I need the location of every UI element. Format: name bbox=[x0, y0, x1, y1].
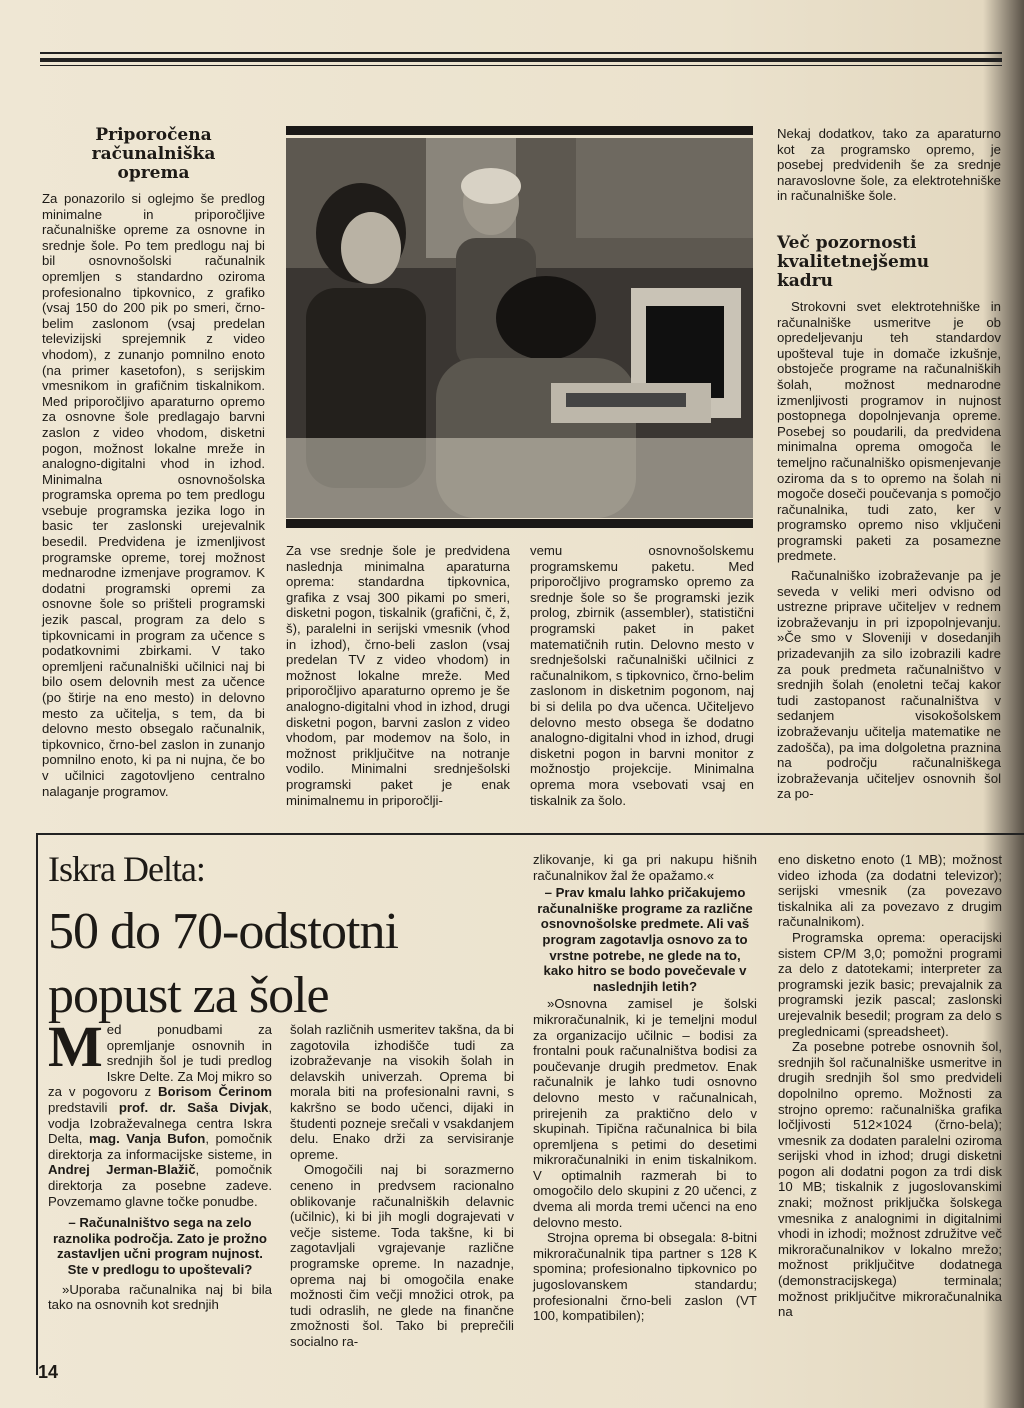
article2-column1-paragraph1 bbox=[48, 1014, 272, 1209]
section-heading-recommended-equipment: Priporočena računalniška oprema bbox=[91, 125, 216, 183]
classroom-photo-illustration bbox=[286, 138, 753, 518]
article1-column2-text: Za vse srednje šole je predvidena naslednja minimalna aparaturna oprema: standardna tipkovnica, grafika z vsaj 300 pikami po smeri, disketni pogon, tiskalnik (grafični, č, ž, š), paralelni in serijski vmesnik (vhod in izhod), črno-beli zaslon (vsaj predelan TV z video vhodom) in možnost lokalne mreže. Med priporočljivo aparaturno opremo je še analogno-digitalni vhod in izhod, drugi disketni pogon, barvni zaslon z video vhodom, par modemov na šolo, in možnost priključitve na notranje vodilo. Minimalni srednješolski programski paket je enak minimalnemu in priporočlji- bbox=[286, 543, 510, 808]
top-rule-thick bbox=[40, 58, 1002, 62]
top-rule-thin bbox=[40, 65, 1002, 66]
article2-headline: 50 do 70-odstotni popust za šole bbox=[48, 903, 398, 1024]
person-name: prof. dr. Saša Divjak bbox=[118, 1099, 269, 1115]
article2-column1-paragraph2: »Uporaba računalnika naj bi bila tako na osnovnih kot srednjih bbox=[48, 1281, 272, 1313]
text-run: , vodja Izobraževalnega centra Iskra Delta, bbox=[48, 1099, 272, 1147]
text-run: , pomočnik direktorja za informacijske sisteme, in bbox=[48, 1131, 272, 1162]
article2-column2-paragraph2: Omogočili naj bi sorazmerno ceneno in predvsem racionalno oblikovanje računalniških delavnic (učilnic), ki bi jih mogli dograjevati v večje sisteme. Toda takšne, ki bi zagotavljali vgrajevanje različne programske opreme. In nazadnje, oprema naj bi omogočila enake možnosti čim večji množici otrok, pa tudi odraslih, ne glede na finančne zmožnosti šol. Tako bi preprečili socialno ra- bbox=[290, 1162, 514, 1349]
dropcap: M bbox=[48, 1014, 103, 1079]
article1-column3-text: vemu osnovnošolskemu programskemu paketu. Med priporočljivo programsko opremo za srednje šole so še programski jezik prolog, zbirnik (assembler), statistični programski paket in paket matematičnih rutin. Delovno mesto v srednješolski računalniški učilnici z računalnikom, s tipkovnico, črno-belim zaslonom in disketnim pogonom, naj bi si delila po dva učenca. Učiteljevo delovno mesto obsega še dodatno analogno-digitalni vhod in izhod, drugi disketni pogon in barvni monitor z možnostjo projekcije. Minimalna oprema mora vsebovati vsaj en tiskalnik za šolo. bbox=[530, 543, 754, 808]
article2-column2-paragraph1: šolah različnih usmeritev takšna, da bi zagotovila izhodišče tudi za izobraževanje na visokih šolah in delavskih univerzah. Oprema bi morala biti na profesionalni ravni, s kakršno se bodo učenci, dijaki in študenti pozneje srečali v vsakdanjem delu. Enako drži za servisiranje opreme. bbox=[290, 1022, 514, 1162]
top-rule bbox=[40, 52, 1002, 54]
article2-question2: – Prav kmalu lahko pričakujemo računalniške programe za različne osnovnošolske predmete. Ali vaš program zagotavlja osnovo za to vrstne potrebe, ne glede na to, kako hitro se bodo povečevale v naslednjih letih? bbox=[537, 885, 753, 994]
text-run: ed ponudbami za opremljanje osnovnih in srednjih šol je tudi predlog Iskre Delte. Za Moj mikro so za v pogovoru z bbox=[48, 1022, 272, 1100]
article2-column4-paragraph2: Programska oprema: operacijski sistem CP/M 3,0; pomožni programi za delo z datotekami; interpreter za programski jezik basic; prevajalnik za programski jezik pascal; zaslonski urejevalnik besedil; program za delo s preglednicami (spreadsheet). bbox=[778, 929, 1002, 1039]
article1-column4-paragraph1: Strokovni svet elektrotehniške in računalniške usmeritve je ob opredeljevanju teh standardov upošteval tuje in domače izkušnje, obstoječe programe na računalniških šolah, možnost mednarodne izmenljivosti programov in nujnost postopnega dopolnjevanja opreme. Posebej so poudarili, da predvidena minimalna oprema omogoča le temeljno računalniško opismenjevanje oziroma da s to opremo na šolah ni mogoče doseči poučevanja s pomočjo računalnika, tudi zato, ker v programsko opremo niso vključeni programski paketi za posamezne predmete. bbox=[777, 298, 1001, 564]
article2-column3-paragraph3: Strojna oprema bi obsegala: 8-bitni mikroračunalnik tipa partner s 128 K spomina; profesionalno tipkovnico po jugoslovanskem standardu; profesionalni črno-beli zaslon (VT 100, kompatibilen); bbox=[533, 1230, 757, 1324]
person-name: Andrej Jerman-Blažič bbox=[48, 1162, 196, 1178]
article2-column3 bbox=[533, 852, 757, 1324]
article2-kicker: Iskra Delta: bbox=[48, 849, 205, 889]
article1-column2 bbox=[286, 543, 510, 808]
article2-column1 bbox=[48, 1014, 272, 1313]
article1-column1-text: Za ponazorilo si oglejmo še predlog minimalne in priporočljive računalniške opreme za osnovne in srednje šole. Po tem predlogu naj bi bil osnovnošolski računalnik opremljen s standardno oziroma profesionalno tipkovnico, z grafiko (vsaj 150 do 200 pik po smeri, črno-belim zaslonom (vsaj predelan televizijski sprejemnik z video vhodom), z zunanjo pomnilno enoto (na primer kasetofon), s serijskim vmesnikom in grafičnim tiskalnikom. Med priporočljivo aparaturno opremo za osnovne šole predlagajo barvni zaslon z video vhodom, disketni pogon, možnost lokalne mreže in analogno-digitalni vhod in izhod. Minimalna osnovnošolska programska oprema po tem predlogu vsebuje programska jezika logo in basic ter zaslonski urejevalnik besedil. Predvidena je izmenljivost programske opreme, torej možnost mednarodne izmenjave programov. K dodatni programski opremi za osnovne šole so prišteli programski jezik pascal, program za delo s tipkovnicami in program za učence s podatkovnimi zbirkami. V tako opremljeni računalniški učilnici naj bi bilo osem delovnih mest za učence (po štirje na eno mesto) in delovno mesto za učitelja, s tem, da bi delovno mesto obsegalo računalnik, tipkovnico, črno-bel zaslon in zunanjo pomnilno enoto, ki pa ni nujna, če bo v učilnici zagotovljeno centralno nalaganje programov. bbox=[42, 191, 265, 799]
article1-column4-intro: Nekaj dodatkov, tako za aparaturno kot za programsko opremo, je posebej predvidenih še za srednje naravoslovne šole, za elektrotehniške in računalniške šole. bbox=[777, 126, 1001, 204]
article2-column4 bbox=[778, 852, 1002, 1320]
article1-column3 bbox=[530, 543, 754, 808]
classroom-photo bbox=[286, 138, 753, 518]
article1-column4-paragraph2: Računalniško izobraževanje pa je seveda v veliki meri odvisno od ustrezne priprave učiteljev v rednem izobraževanju in pri izpopolnjevanju. »Če smo v Sloveniji v dosedanjih prizadevanjih za silo izobrazili kadre za pouk predmeta računalništvo v srednjih šolah (enoletni tečaj kakor tudi zastopanost računalništva v sedanjem visokošolskem izobraževanju učitelja matematike ne zadošča), pa ima dolgoletna praznina na področju računalniškega izobraževanja učiteljev osnovnih šol za po- bbox=[777, 568, 1001, 802]
person-name: mag. Vanja Bufon bbox=[88, 1131, 206, 1147]
article2-column2 bbox=[290, 1022, 514, 1349]
page-number: 14 bbox=[38, 1362, 59, 1382]
text-run: , pomočnik direktorja za posebne zadeve. Povzemamo glavne točke ponudbe. bbox=[48, 1162, 272, 1209]
article2-column4-paragraph3: Za posebne potrebe osnovnih šol, srednjih šol računalniške usmeritve in drugih srednjih šol smo predvideli dopolnilno opremo. Možnosti za strojno opremo: računalniška grafika ločljivosti 512×1024 (črno-bela); vmesnik za dodaten paralelni oziroma serijski vhod in izhod; drugi disketni pogon ali dodatni pogon za trdi disk 10 MB; tiskalnik z jugoslovanskimi znaki; možnost priključka šolskega vmesnika z analognimi in digitalnimi vhodi in izhodi; možnost združitve več mikroračunalnikov v lokalno mrežo; možnost priključitve dodatnega (demonstracijskega) terminala; možnost priključitve mikroračunalnika na bbox=[778, 1039, 1002, 1320]
article2-column3-paragraph2: »Osnovna zamisel je šolski mikroračunalnik, ki je temeljni modul za organizacijo učilnic – bodisi za frontalni pouk računalništva bodisi za poučevanje drugih predmetov. Enak računalnik je lahko tudi osnovno delovno mesto v računalnicah, prirejenih za praktično delo v skupinah. Tipična računalnica bi bila opremljena s petimi do desetimi mikroračunalniki in enim tiskalnikom. V optimalnih razmerah bi to omogočilo delo skupini z 20 učenci, z dvema ali morda tremi učenci na eno delovno mesto. bbox=[533, 996, 757, 1230]
text-run: predstavili bbox=[48, 1099, 119, 1115]
photo-bottom-bar bbox=[286, 519, 753, 528]
article2-column4-paragraph1: eno disketno enoto (1 MB); možnost video izhoda (za dodatni televizor); serijski vmesnik (za povezavo tiskalnika ali za povezavo z drugim računalnikom). bbox=[778, 852, 1002, 930]
article2-question1: – Računalništvo sega na zelo raznolika področja. Zato je prožno zastavljen učni program nujnost. Ste v predlogu to upoštevali? bbox=[53, 1215, 267, 1277]
article2-column3-paragraph1: zlikovanje, ki ga pri nakupu hišnih računalnikov žal že opažamo.« bbox=[533, 852, 757, 883]
photo-top-bar bbox=[286, 126, 753, 135]
article1-column1 bbox=[42, 126, 265, 799]
article1-column4 bbox=[777, 126, 1001, 802]
person-name: Borisom Čerinom bbox=[158, 1084, 272, 1100]
section-heading-quality-staff: Več pozornosti kvalitetnejšemu kadru bbox=[777, 232, 930, 291]
